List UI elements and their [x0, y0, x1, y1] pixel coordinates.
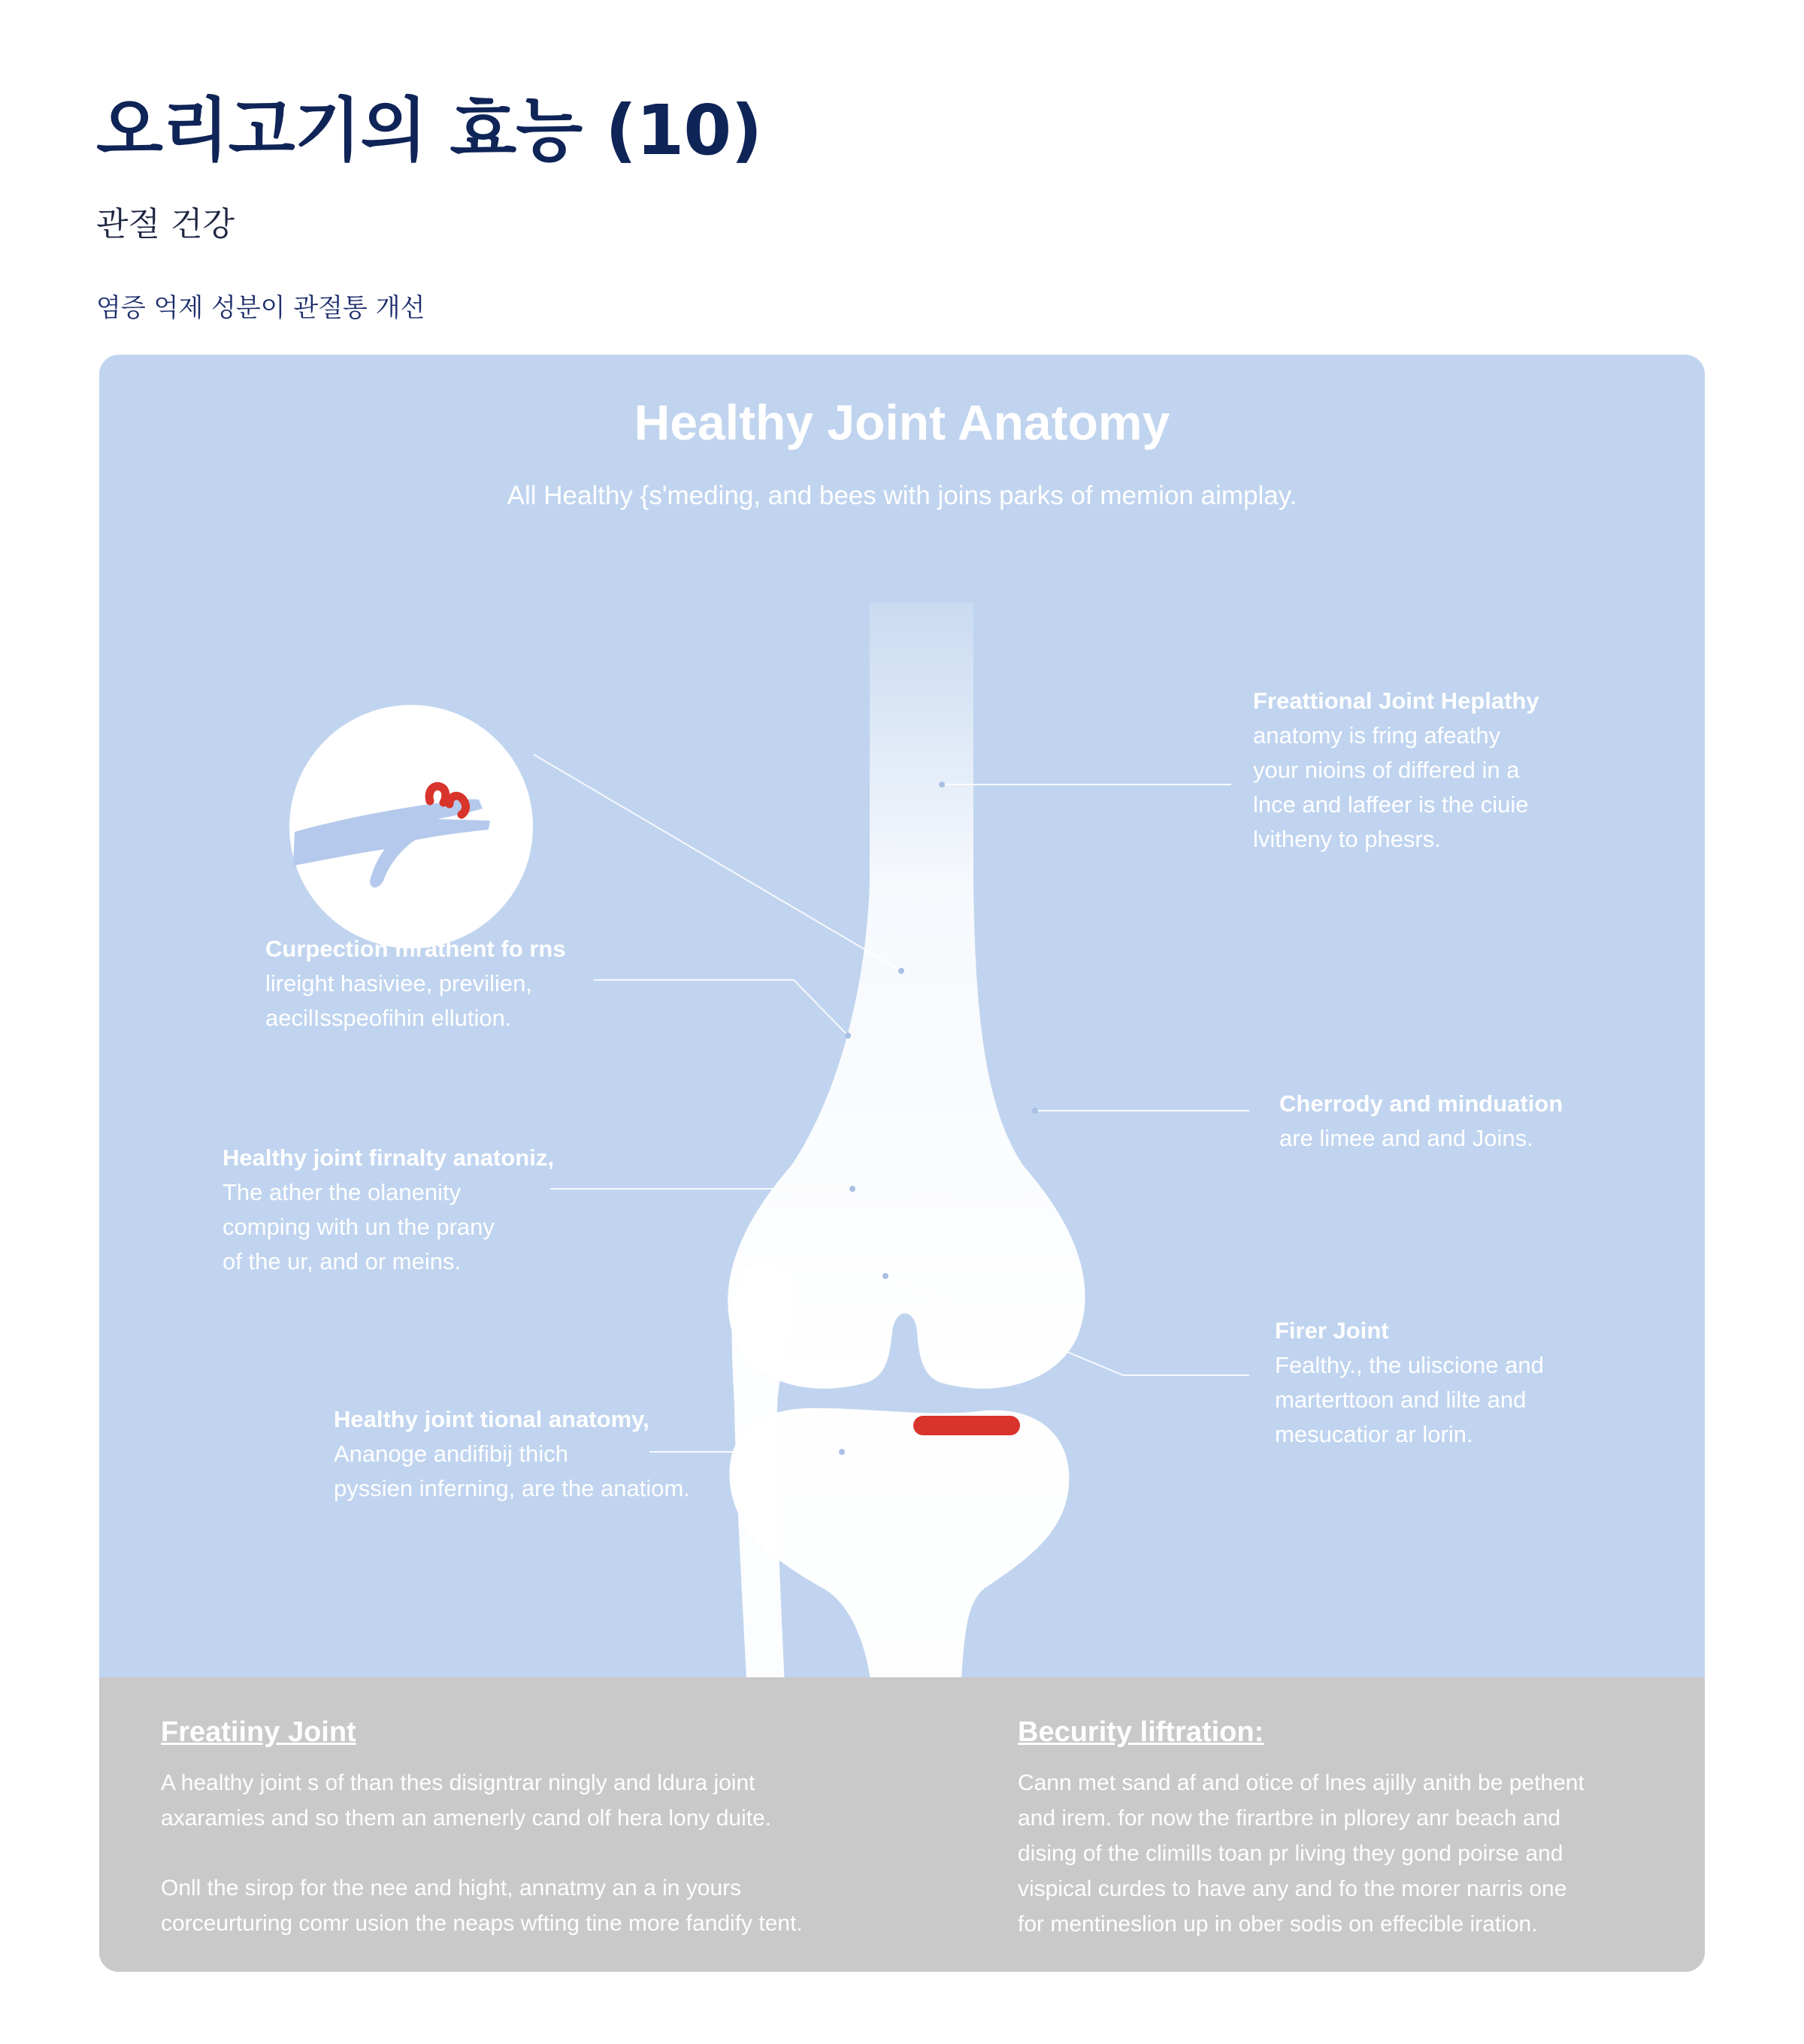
callout-firnalty — [222, 1141, 554, 1279]
callout-title: Firer Joint — [1275, 1317, 1389, 1344]
callout-curpection — [265, 932, 566, 1036]
callout-cherrody — [1279, 1087, 1563, 1156]
callout-title: Freattional Joint Heplathy — [1253, 688, 1539, 714]
infographic-card — [99, 355, 1705, 1972]
footer-right-title: Becurity liftration: — [1018, 1716, 1264, 1748]
footer-right-paragraph-1: Cann met sand af and otice of lnes ajilly anith be pethent and irem. for now the firartbre in pllorey anr beach and dising of the climills toan pr living they gond poirse and vispical curdes to have any and fo the morer narris one for mentineslion up in ober sodis on effecible iration. — [1018, 1770, 1585, 1937]
callout-firer-joint — [1275, 1314, 1544, 1452]
infographic-footer — [99, 1677, 1705, 1972]
callout-body: are limee and and Joins. — [1279, 1125, 1533, 1151]
footer-left-paragraph-1: A healthy joint s of than thes disigntrar ningly and ldura joint axaramies and so them an amenerly cand olf hera lony duite. — [161, 1770, 772, 1831]
section-description: 염증 억제 성분이 관절통 개선 — [96, 293, 425, 323]
section-subtitle: 관절 건강 — [96, 205, 235, 243]
cartilage-mark — [913, 1416, 1020, 1435]
infographic-title: Healthy Joint Anatomy — [634, 395, 1170, 450]
callout-title: Healthy joint firnalty anatoniz, — [222, 1144, 554, 1171]
infographic-subtitle: All Healthy {s'meding, and bees with joins parks of memion aimplay. — [507, 481, 1297, 510]
callout-body: Ananoge andifibij thich pyssien inferning, are the anatiom. — [334, 1441, 690, 1501]
callout-body: Fealthy., the uliscione and marterttoon and lilte and mesucatior ar lorin. — [1275, 1352, 1544, 1447]
callout-body: anatomy is fring afeathy your nioins of differed in a lnce and laffeer is the ciuie lvitheny to phesrs. — [1253, 722, 1529, 852]
footer-right-column — [1018, 1716, 1679, 1972]
hand-joint-icon — [289, 705, 533, 948]
callout-tional-anatomy — [334, 1402, 690, 1506]
footer-left-paragraph-2: Onll the sirop for the nee and hight, annatmy an a in yours corceurturing comr usion the neaps wfting tine more fandify tent. — [161, 1876, 803, 1936]
callout-body: lireight hasiviee, previlien, aecilIsspeofihin ellution. — [265, 970, 532, 1031]
callout-title: Curpection mrathent fo rns — [265, 936, 566, 962]
footer-left-title: Freatiiny Joint — [161, 1716, 356, 1748]
callout-functional-joint — [1253, 684, 1539, 857]
footer-left-column — [161, 1716, 913, 1972]
callout-title: Healthy joint tional anatomy, — [334, 1406, 649, 1432]
callout-title: Cherrody and minduation — [1279, 1090, 1563, 1117]
callout-body: The ather the olanenity comping with un the prany of the ur, and or meins. — [222, 1179, 495, 1274]
page-title: 오리고기의 효능 (10) — [96, 90, 762, 171]
